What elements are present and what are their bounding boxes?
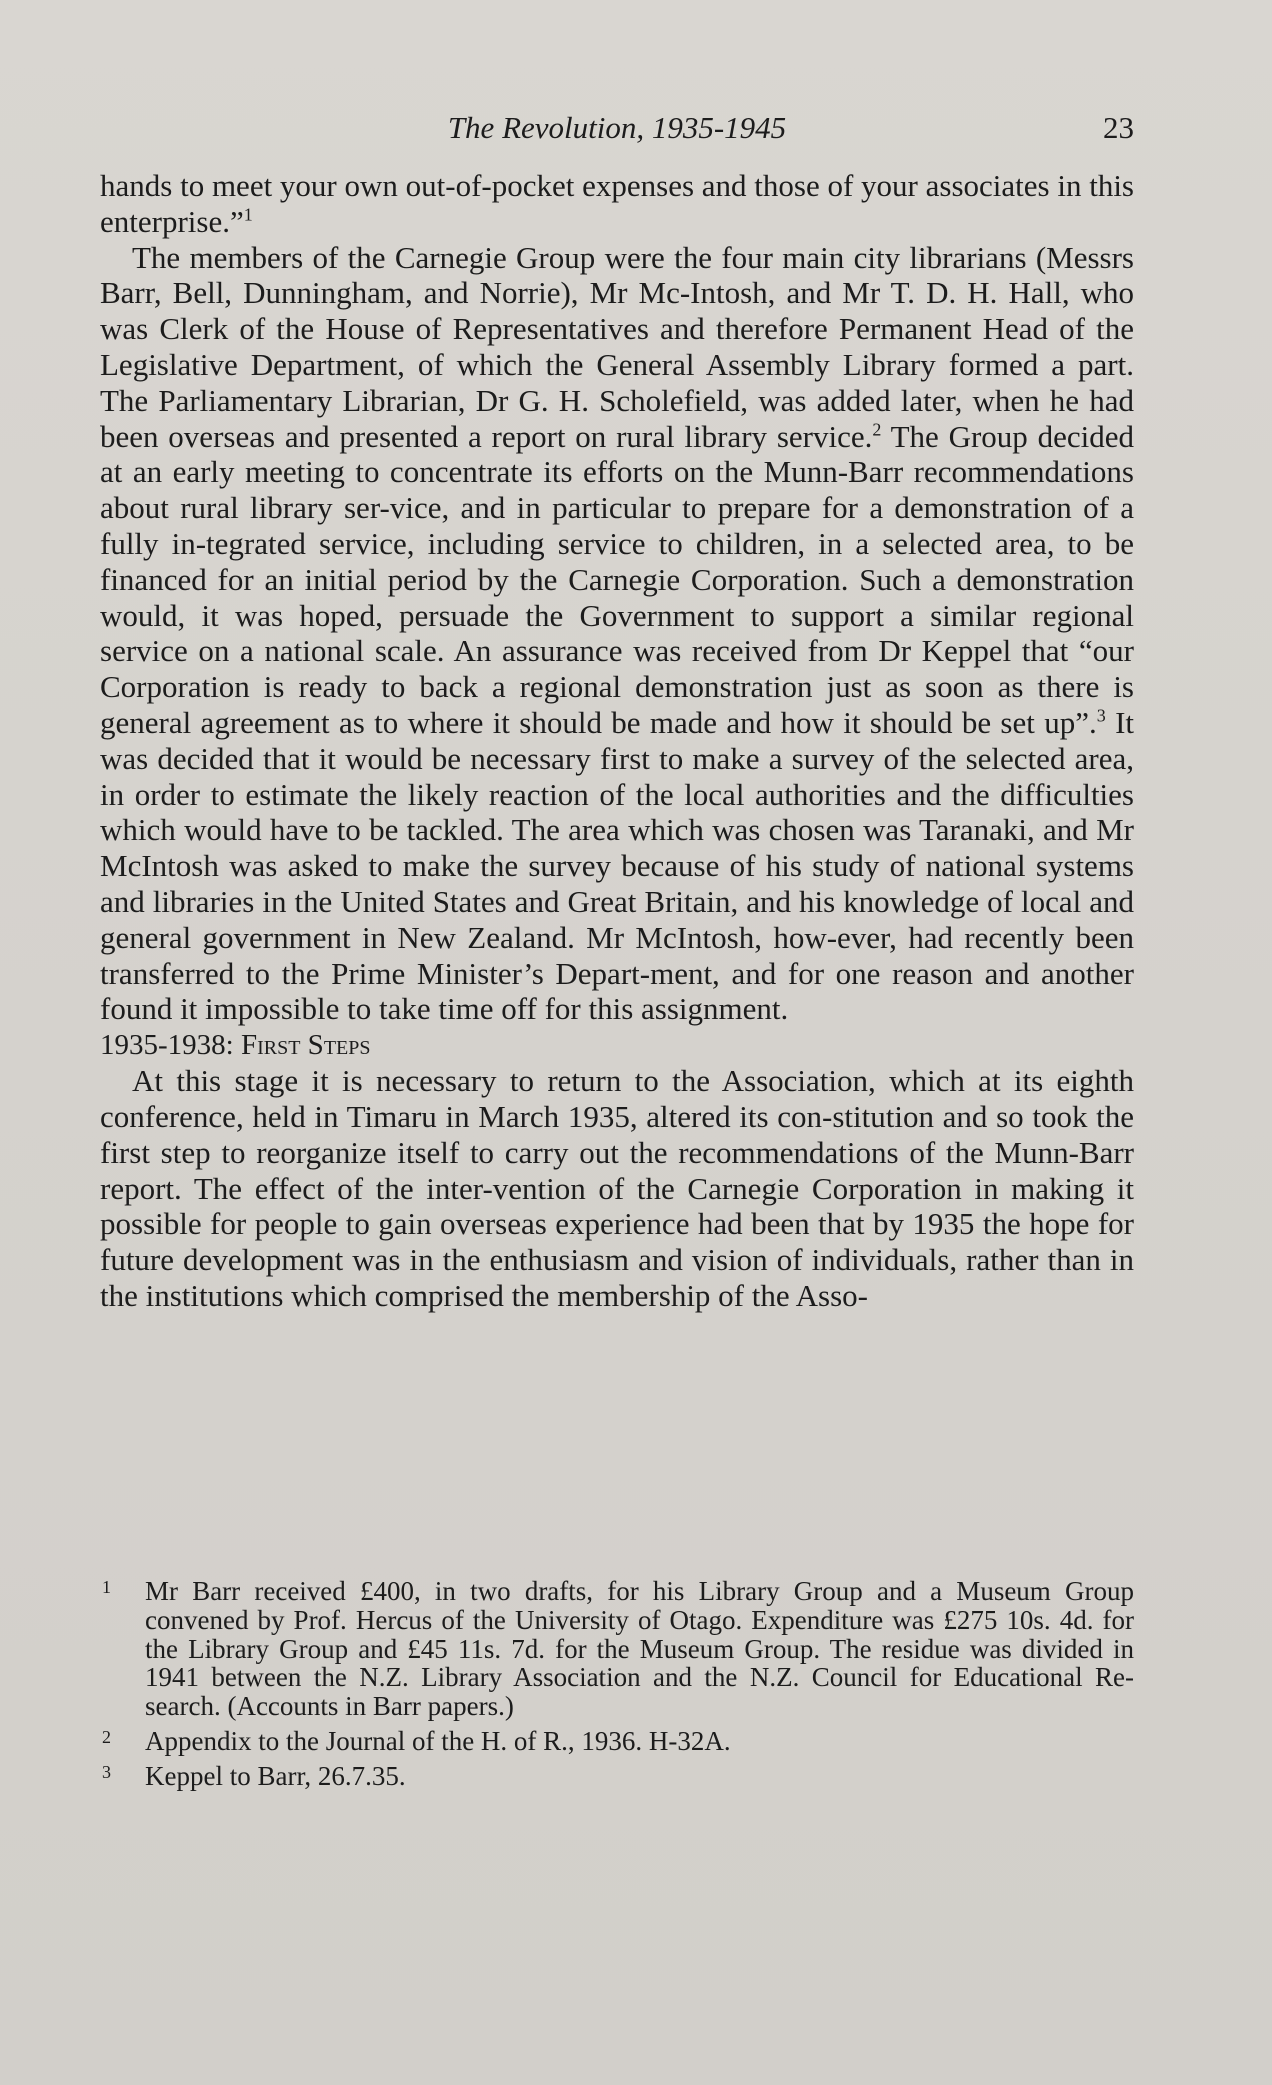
page-header xyxy=(100,108,1134,148)
page-number: 23 xyxy=(1103,110,1134,145)
footnote xyxy=(100,1577,1134,1721)
footnote-mark: 2 xyxy=(102,1726,111,1747)
section-title: First Steps xyxy=(240,1029,371,1062)
footnote-ref: 1 xyxy=(243,204,253,225)
footnote-ref: 2 xyxy=(872,419,882,440)
footnotes xyxy=(100,1577,1134,1797)
section-heading xyxy=(100,1027,1134,1063)
section-years: 1935-1938: xyxy=(100,1029,241,1062)
footnote-text: Keppel to Barr, 26.7.35. xyxy=(145,1760,406,1791)
footnote-mark: 3 xyxy=(102,1761,111,1782)
paragraph-association: At this stage it is necessary to return to the Association, which at its eighth conference, held in Timaru in March 1935, altered its con-stitution and so took the first step to reorganize itself to carry out the recommendations of the Munn-Barr report. The effect of the inter-vention of the Carnegie Corporation in making it possible for people to gain overseas experience had been that by 1935 the hope for future development was in the enthusiasm and vision of individuals, rather than in the institutions which comprised the membership of the Asso- xyxy=(100,1063,1134,1313)
body-text xyxy=(100,168,1134,1314)
paragraph-text: It was decided that it would be necessary first to make a survey of the selected area, in order to estimate the likely reaction of the local authorities and the difficulties which would have to be tackled. The area which was chosen was Taranaki, and Mr McIntosh was asked to make the survey because of his study of national systems and libraries in the United States and Great Britain, and his knowledge of local and general government in New Zealand. Mr McIntosh, how-ever, had recently been transferred to the Prime Minister’s Depart-ment, and for one reason and another found it impossible to take time off for this assignment. xyxy=(100,704,1135,1027)
paragraph-text: hands to meet your own out-of-pocket expenses and those of your associates in this enterprise.” xyxy=(100,168,1134,239)
footnote-text: Appendix to the Journal of the H. of R., 1936. H-32A. xyxy=(145,1725,731,1756)
footnote-mark: 1 xyxy=(102,1577,111,1597)
footnote xyxy=(100,1762,1134,1791)
paragraph-continuation xyxy=(100,168,1134,240)
paragraph-text: The Group decided at an early meeting to concentrate its efforts on the Munn-Barr recommendations about rural library ser-vice, and in particular to prepare for a demonstration of a fully in-tegrated service, including service to children, in a selected area, to be financed for an initial period by the Carnegie Corporation. Such a demonstration would, it was hoped, persuade the Government to support a similar regional service on a national scale. An assurance was received from Dr Keppel that “our Corporation is ready to back a regional demonstration just as soon as there is general agreement as to where it should be made and how it should be set up”. xyxy=(100,418,1134,740)
paragraph-text: The members of the Carnegie Group were the four main city librarians (Messrs Barr, Bell, Dunningham, and Norrie), Mr Mc-Intosh, and Mr T. D. H. Hall, who was Clerk of the House of Representatives and therefore Permanent Head of the Legislative Department, of which the General Assembly Library formed a part. The Parliamentary Librarian, Dr G. H. Scholefield, was added later, when he had been overseas and presented a report on rural library service. xyxy=(100,239,1134,454)
footnote xyxy=(100,1727,1134,1756)
footnote-ref: 3 xyxy=(1096,705,1106,726)
running-head: The Revolution, 1935-1945 xyxy=(447,110,787,145)
footnote-text: Mr Barr received £400, in two drafts, for his Library Group and a Museum Group convened by Prof. Hercus of the University of Otago. Expenditure was £275 10s. 4d. for the Library Group and £45 11s. 7d. for the Museum Group. The residue was divided in 1941 between the N.Z. Library Association and the N.Z. Council for Educational Re-search. (Accounts in Barr papers.) xyxy=(145,1576,1134,1722)
paragraph-carnegie-group xyxy=(100,240,1134,1028)
